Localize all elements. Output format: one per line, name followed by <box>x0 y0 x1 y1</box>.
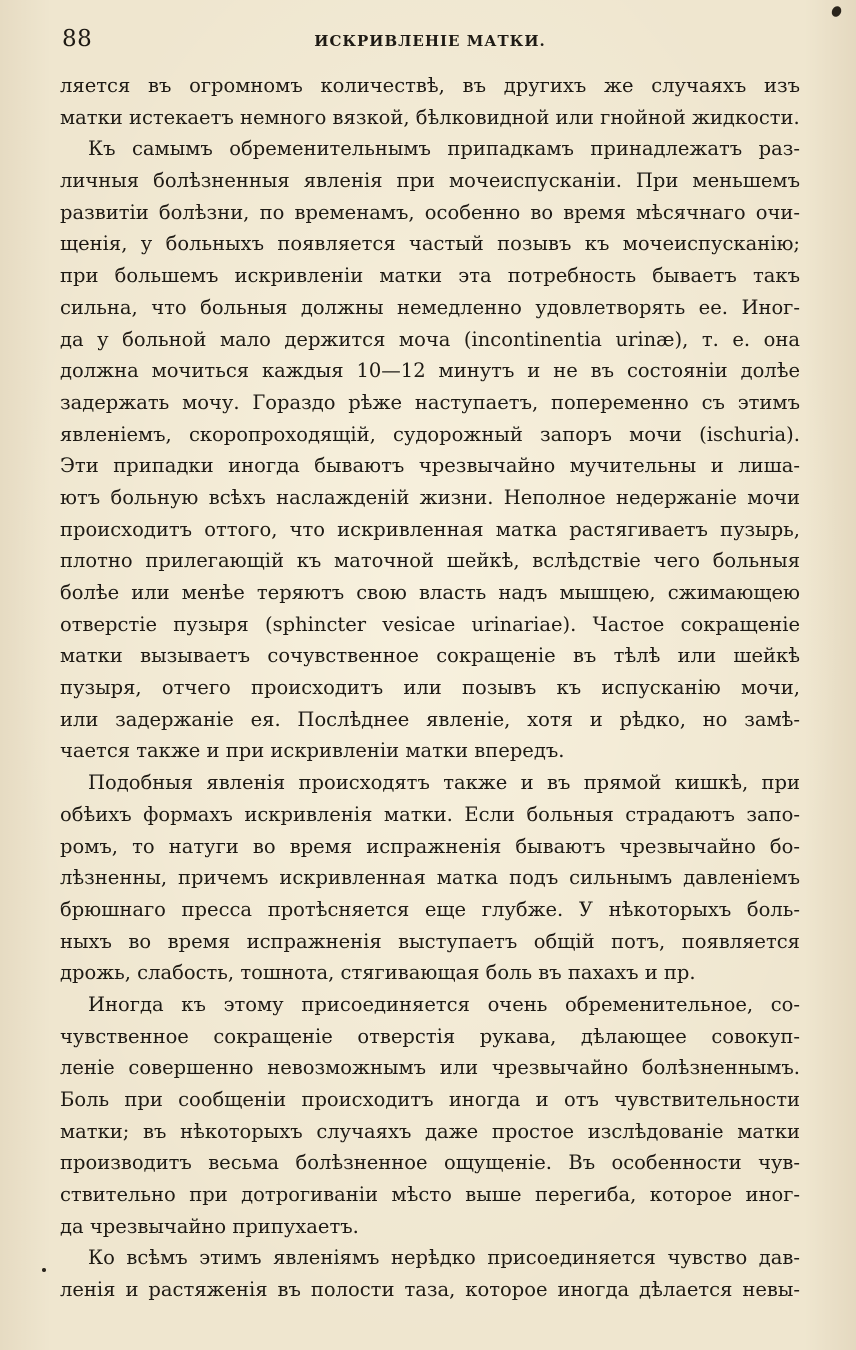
text-line: щенія, у больныхъ появляется частый позывъ къ мочеиспусканію; <box>60 232 800 256</box>
text-line: Иногда къ этому присоединяется очень обременительное, со- <box>88 992 800 1016</box>
text-line: да чрезвычайно припухаетъ. <box>60 1214 359 1238</box>
text-line: леніе совершенно невозможнымъ или чрезвычайно болѣзненнымъ. <box>60 1056 800 1080</box>
text-line: ромъ, то натуги во время испражненія бываютъ чрезвычайно бо- <box>60 834 800 858</box>
text-line: Боль при сообщеніи происходитъ иногда и отъ чувствительности <box>60 1088 800 1111</box>
text-line: при большемъ искривленіи матки эта потребность бываетъ такъ <box>60 264 800 288</box>
text-line: матки истекаетъ немного вязкой, бѣлковидной или гнойной жидкости. <box>60 105 800 129</box>
ink-spot <box>830 4 843 18</box>
text-line: явленіемъ, скоропроходящій, судорожный запоръ мочи (ischuria). <box>60 422 800 446</box>
text-line: Къ самымъ обременительнымъ припадкамъ принадлежатъ раз- <box>88 137 800 161</box>
text-line: ныхъ во время испражненія выступаетъ общій потъ, появляется <box>60 929 800 953</box>
text-line: отверстіе пузыря (sphincter vesicae urinariae). Частое сокращеніе <box>60 612 800 636</box>
text-line: дрожь, слабость, тошнота, стягивающая боль въ пахахъ и пр. <box>60 961 696 985</box>
page-header <box>60 26 800 60</box>
text-line: болѣе или менѣе теряютъ свою власть надъ мышцею, сжимающею <box>60 581 800 604</box>
text-line: сильна, что больныя должны немедленно удовлетворять ее. Иног- <box>60 295 800 319</box>
text-line: Подобныя явленія происходятъ также и въ прямой кишкѣ, при <box>88 771 800 795</box>
running-title: ИСКРИВЛЕНІЕ МАТКИ. <box>314 32 546 50</box>
text-line: ленія и растяженія въ полости таза, которое иногда дѣлается невы- <box>60 1278 800 1302</box>
text-line: матки; въ нѣкоторыхъ случаяхъ даже простое изслѣдованіе матки <box>60 1119 800 1143</box>
text-line: чается также и при искривленіи матки впередъ. <box>60 739 565 763</box>
text-line: ляется въ огромномъ количествѣ, въ другихъ же случаяхъ изъ <box>60 74 800 97</box>
text-line: чувственное сокращеніе отверстія рукава, дѣлающее совокуп- <box>60 1024 800 1048</box>
text-line: плотно прилегающій къ маточной шейкѣ, вслѣдствіе чего больныя <box>60 549 800 573</box>
text-line: происходитъ оттого, что искривленная матка растягиваетъ пузырь, <box>60 517 800 541</box>
text-line: Эти припадки иногда бываютъ чрезвычайно мучительны и лиша- <box>60 454 800 478</box>
text-line: развитіи болѣзни, по временамъ, особенно во время мѣсячнаго очи- <box>60 200 800 224</box>
text-line: личныя болѣзненныя явленія при мочеиспусканіи. При меньшемъ <box>60 169 800 193</box>
text-line: пузыря, отчего происходитъ или позывъ къ испусканію мочи, <box>60 676 800 700</box>
text-line: ютъ больную всѣхъ наслажденій жизни. Неполное недержаніе мочи <box>60 485 800 509</box>
page-number: 88 <box>62 26 93 52</box>
text-line: лѣзненны, причемъ искривленная матка подъ сильнымъ давленіемъ <box>60 866 800 890</box>
text-line: матки вызываетъ сочувственное сокращеніе въ тѣлѣ или шейкѣ <box>60 644 800 668</box>
text-line: задержать мочу. Гораздо рѣже наступаетъ, попеременно съ этимъ <box>60 390 800 414</box>
text-line: должна мочиться каждыя 10—12 минутъ и не въ состояніи долѣе <box>60 359 800 383</box>
text-line: ствительно при дотрогиваніи мѣсто выше перегиба, которое иног- <box>60 1183 800 1207</box>
text-line: Ко всѣмъ этимъ явленіямъ нерѣдко присоединяется чувство дав- <box>88 1246 800 1270</box>
body-text <box>60 70 800 1306</box>
text-line: производитъ весьма болѣзненное ощущеніе. Въ особенности чув- <box>60 1151 800 1175</box>
text-line: обѣихъ формахъ искривленія матки. Если больныя страдаютъ запо- <box>60 802 800 826</box>
ink-spot <box>42 1268 46 1272</box>
text-line: брюшнаго пресса протѣсняется еще глубже. У нѣкоторыхъ боль- <box>60 897 800 921</box>
text-line: или задержаніе ея. Послѣднее явленіе, хотя и рѣдко, но замѣ- <box>60 707 800 731</box>
text-line: да у больной мало держится моча (incontinentia urinæ), т. е. она <box>60 327 800 351</box>
